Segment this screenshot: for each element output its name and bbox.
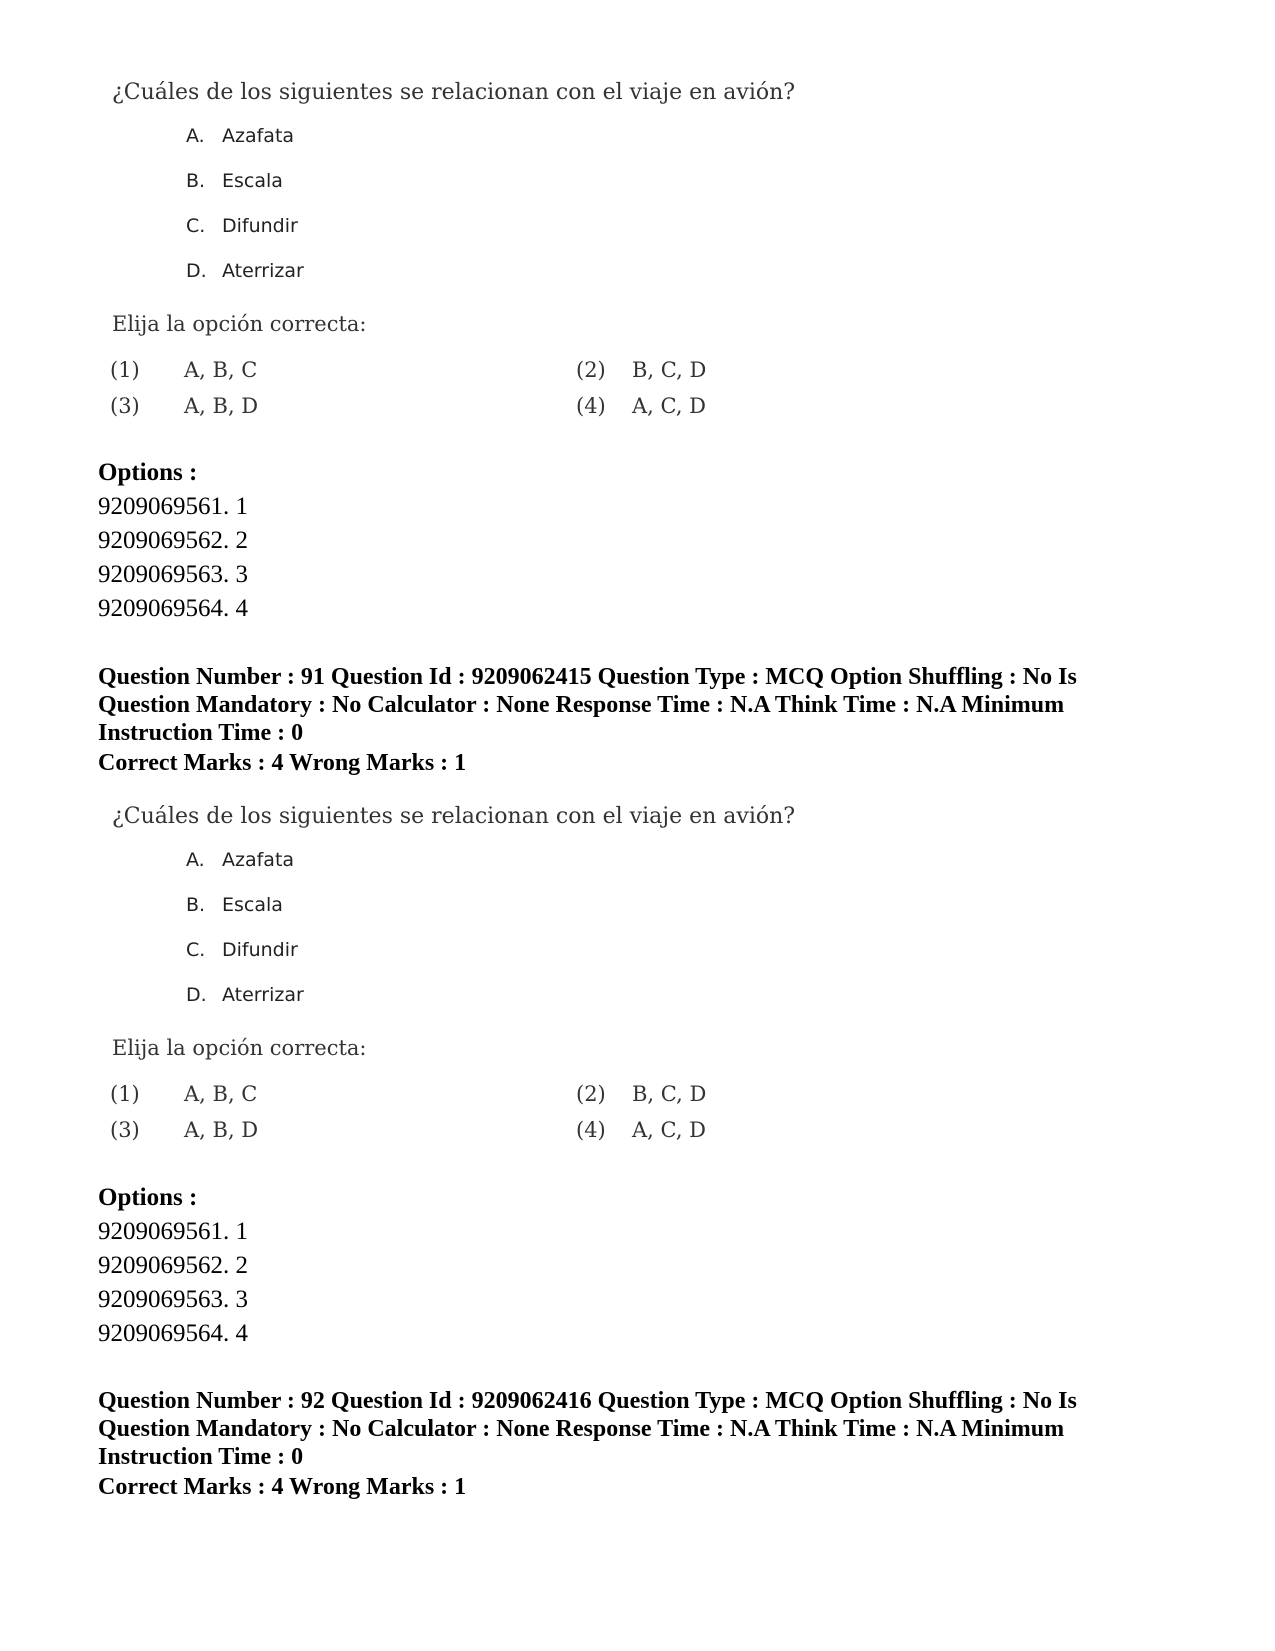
- option-item: 9209069561. 1: [98, 1218, 248, 1245]
- question-prompt: ¿Cuáles de los siguientes se relacionan con el viaje en avión?: [112, 80, 796, 105]
- list-item: A. Azafata: [186, 125, 295, 147]
- option-item: 9209069562. 2: [98, 1252, 248, 1279]
- list-item: C. Difundir: [186, 939, 298, 961]
- option-item: 9209069563. 3: [98, 1286, 248, 1313]
- answer-choice: (2) B, C, D: [576, 1082, 707, 1106]
- question-meta: [98, 663, 1218, 747]
- answer-choice: (3) A, B, D: [110, 394, 259, 418]
- question-image: [100, 804, 796, 1164]
- list-item: D. Aterrizar: [186, 260, 304, 282]
- option-item: 9209069563. 3: [98, 561, 248, 588]
- marks-line: Correct Marks : 4 Wrong Marks : 1: [98, 750, 467, 776]
- meta-line: Question Number : 92 Question Id : 9209062416 Question Type : MCQ Option Shuffling : No Is: [98, 1388, 1077, 1414]
- list-item: B. Escala: [186, 894, 283, 916]
- answer-choice: (1) A, B, C: [110, 358, 258, 382]
- options-block: [98, 456, 248, 626]
- meta-line: Question Number : 91 Question Id : 9209062415 Question Type : MCQ Option Shuffling : No Is: [98, 664, 1077, 690]
- meta-line: Instruction Time : 0: [98, 1444, 304, 1470]
- marks-line: Correct Marks : 4 Wrong Marks : 1: [98, 1474, 467, 1500]
- question-meta: [98, 1387, 1218, 1471]
- options-title: Options :: [98, 1184, 198, 1211]
- answer-choice: (3) A, B, D: [110, 1118, 259, 1142]
- instruction-text: Elija la opción correcta:: [112, 312, 367, 336]
- list-item: A. Azafata: [186, 849, 295, 871]
- option-item: 9209069561. 1: [98, 493, 248, 520]
- answer-choice: (4) A, C, D: [576, 1118, 707, 1142]
- option-item: 9209069564. 4: [98, 1320, 248, 1347]
- list-item: D. Aterrizar: [186, 984, 304, 1006]
- list-item: B. Escala: [186, 170, 283, 192]
- answer-choice: (1) A, B, C: [110, 1082, 258, 1106]
- answer-choice: (2) B, C, D: [576, 358, 707, 382]
- question-image: [100, 80, 796, 440]
- option-item: 9209069562. 2: [98, 527, 248, 554]
- options-title: Options :: [98, 459, 198, 486]
- list-item: C. Difundir: [186, 215, 298, 237]
- options-block: [98, 1181, 248, 1351]
- meta-line: Question Mandatory : No Calculator : None Response Time : N.A Think Time : N.A Minimum: [98, 692, 1065, 718]
- option-item: 9209069564. 4: [98, 595, 248, 622]
- answer-choice: (4) A, C, D: [576, 394, 707, 418]
- instruction-text: Elija la opción correcta:: [112, 1036, 367, 1060]
- question-prompt: ¿Cuáles de los siguientes se relacionan con el viaje en avión?: [112, 804, 796, 829]
- meta-line: Instruction Time : 0: [98, 720, 304, 746]
- meta-line: Question Mandatory : No Calculator : None Response Time : N.A Think Time : N.A Minimum: [98, 1416, 1065, 1442]
